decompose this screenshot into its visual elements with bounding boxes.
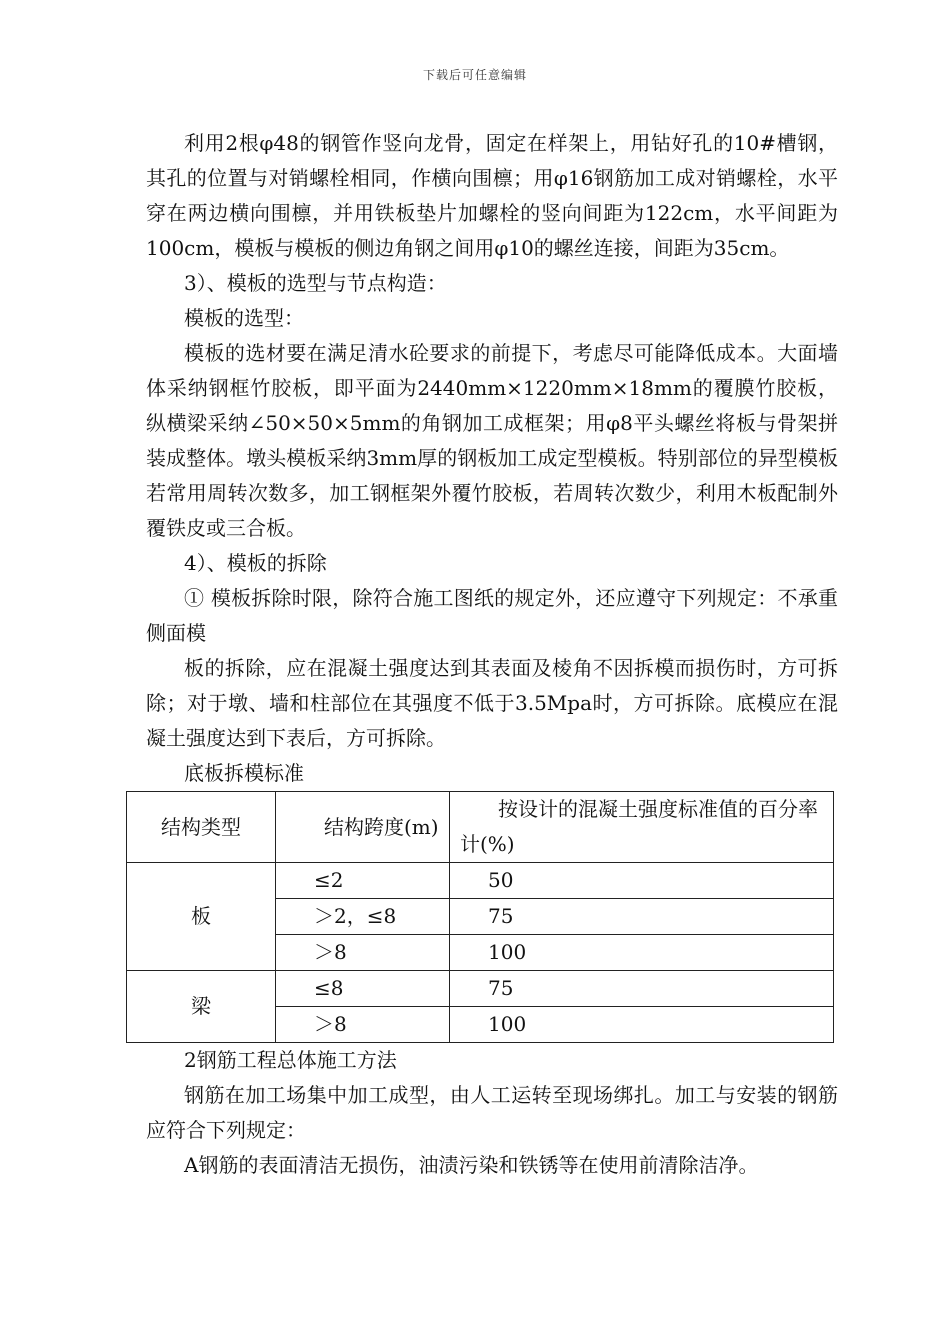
cell-type-slab: 板 bbox=[127, 863, 276, 971]
cell-type-beam: 梁 bbox=[127, 971, 276, 1043]
cell-percent: 100 bbox=[450, 1007, 834, 1043]
paragraph-rebar-clean: A钢筋的表面清洁无损伤，油渍污染和铁锈等在使用前清除洁净。 bbox=[184, 1153, 759, 1177]
cell-percent: 100 bbox=[450, 935, 834, 971]
cell-percent: 75 bbox=[450, 971, 834, 1007]
table-header-row bbox=[127, 792, 834, 863]
header-span: 结构跨度(m) bbox=[276, 792, 450, 863]
removal-standard-table bbox=[126, 791, 834, 1043]
document-body bbox=[146, 126, 838, 1183]
cell-span: ＞8 bbox=[276, 1007, 450, 1043]
page-header: 下载后可任意编辑 bbox=[422, 68, 527, 82]
subheading-formwork-type: 模板的选型： bbox=[184, 306, 304, 330]
header-strength-percent: 按设计的混凝土强度标准值的百分率计(%) bbox=[450, 792, 834, 863]
paragraph-formwork-material: 模板的选材要在满足清水砼要求的前提下，考虑尽可能降低成本。大面墙体采纳钢框竹胶板，即平面为2440mm×1220mm×18mm的覆膜竹胶板，纵横梁采纳∠50×50×5mm的角钢加工成框架；用φ8平头螺丝将板与骨架拼装成整体。墩头模板采纳3mm厚的钢板加工成定型模板。特别部位的异型模板若常用周转次数多，加工钢框架外覆竹胶板，若周转次数少，利用木板配制外覆铁皮或三合板。 bbox=[146, 341, 838, 540]
heading-rebar-method: 2钢筋工程总体施工方法 bbox=[184, 1048, 397, 1072]
table-caption: 底板拆模标准 bbox=[184, 761, 304, 785]
paragraph-side-formwork: 板的拆除，应在混凝土强度达到其表面及棱角不因拆模而损伤时，方可拆除；对于墩、墙和柱部位在其强度不低于3.5Mpa时，方可拆除。底模应在混凝土强度达到下表后，方可拆除。 bbox=[146, 656, 838, 750]
table-row bbox=[127, 971, 834, 1007]
header-structure-type: 结构类型 bbox=[127, 792, 276, 863]
heading-formwork-removal: 4）、模板的拆除 bbox=[184, 551, 327, 575]
table-row bbox=[127, 863, 834, 899]
cell-percent: 50 bbox=[450, 863, 834, 899]
heading-formwork-selection: 3）、模板的选型与节点构造： bbox=[184, 271, 447, 295]
cell-span: ＞8 bbox=[276, 935, 450, 971]
paragraph-formwork-keel: 利用2根φ48的钢管作竖向龙骨，固定在样架上，用钻好孔的10#槽钢，其孔的位置与对销螺栓相同，作横向围檩；用φ16钢筋加工成对销螺栓，水平穿在两边横向围檩，并用铁板垫片加螺栓的竖向间距为122cm，水平间距为100cm，模板与模板的侧边角钢之间用φ10的螺丝连接，间距为35cm。 bbox=[146, 131, 838, 260]
paragraph-rebar-processing: 钢筋在加工场集中加工成型，由人工运转至现场绑扎。加工与安装的钢筋应符合下列规定： bbox=[146, 1083, 838, 1142]
cell-span: ≤2 bbox=[276, 863, 450, 899]
cell-span: ≤8 bbox=[276, 971, 450, 1007]
paragraph-removal-time: ① 模板拆除时限，除符合施工图纸的规定外，还应遵守下列规定：不承重侧面模 bbox=[146, 586, 838, 645]
cell-percent: 75 bbox=[450, 899, 834, 935]
cell-span: ＞2，≤8 bbox=[276, 899, 450, 935]
